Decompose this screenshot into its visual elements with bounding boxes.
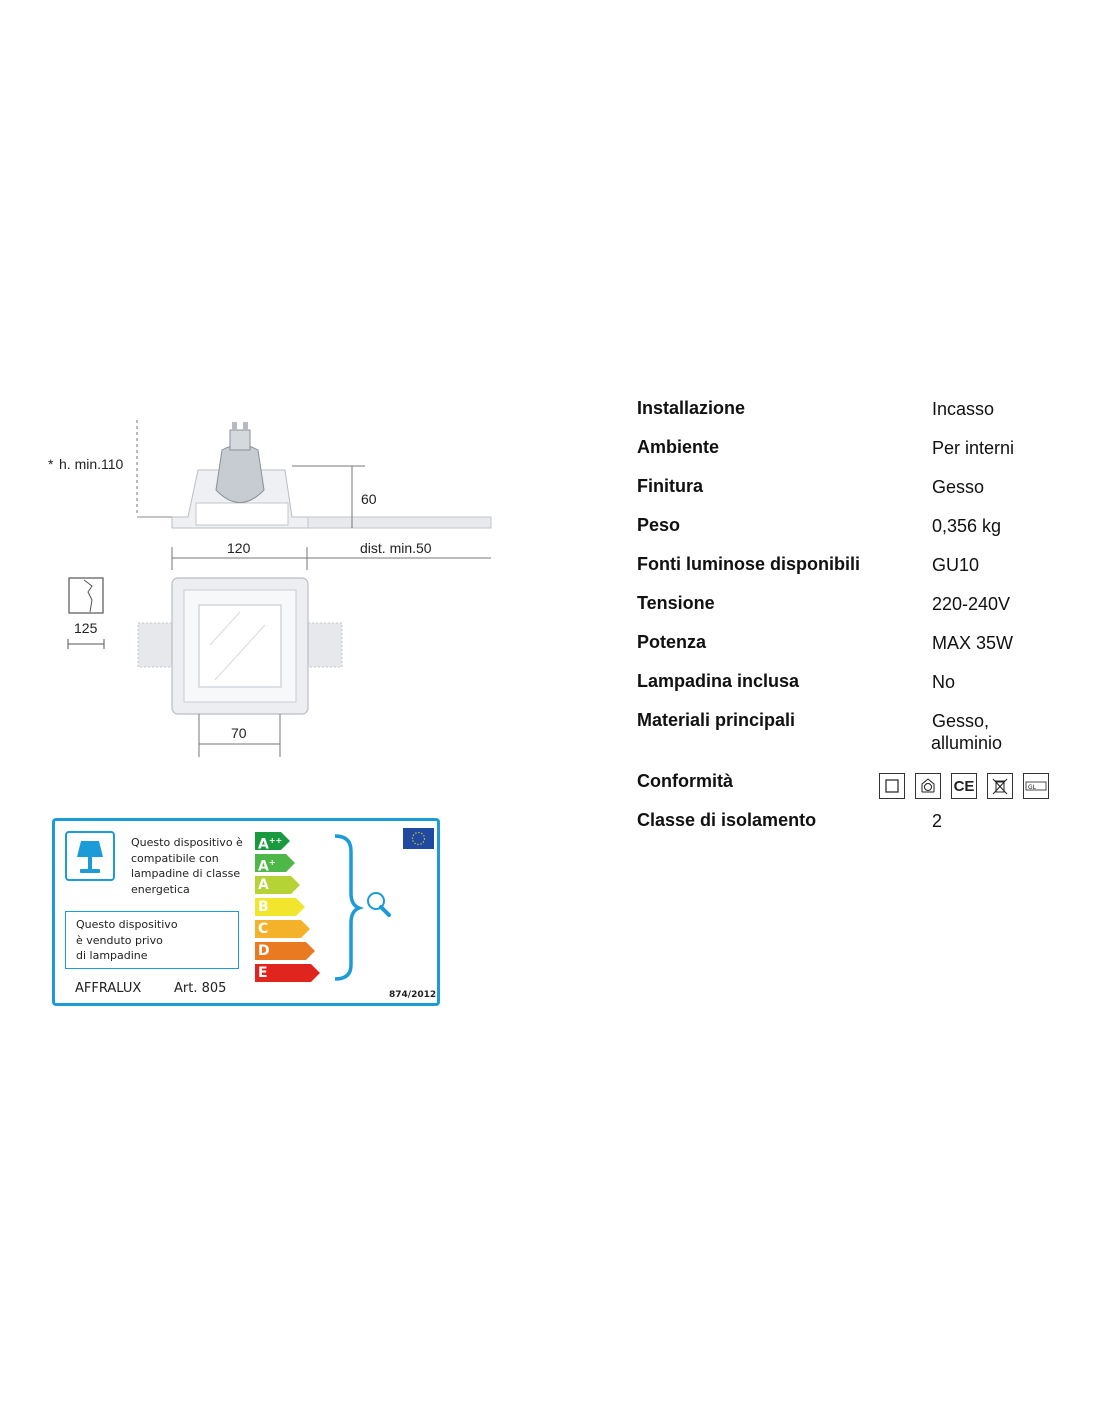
energy-class-label: C — [258, 921, 269, 937]
spec-value: 220-240V — [932, 594, 1011, 614]
compat-line: lampadine di classe — [131, 867, 241, 880]
spec-label: Fonti luminose disponibili — [637, 554, 860, 574]
spec-label: Potenza — [637, 632, 707, 652]
energy-class-arrow — [255, 920, 310, 938]
energy-class-arrow — [255, 898, 305, 916]
svg-text:GL: GL — [1028, 784, 1036, 791]
spec-value: Gesso, — [932, 711, 990, 731]
spec-label: Classe di isolamento — [637, 810, 817, 830]
energy-class-arrow — [255, 854, 295, 875]
no-heat-insulation-icon — [915, 773, 941, 799]
note-line: di lampadine — [76, 949, 148, 962]
spec-value: Gesso — [932, 477, 985, 497]
spec-label: Ambiente — [637, 437, 720, 457]
energy-class-arrow — [255, 964, 320, 982]
energy-class-label: B — [258, 899, 269, 915]
side-view — [48, 420, 491, 570]
dim-120-label: 120 — [227, 540, 251, 556]
spec-label: Materiali principali — [637, 710, 796, 730]
bracket-bulb-icon — [331, 833, 401, 983]
h-min-label: h. min.110 — [59, 456, 124, 472]
ce-mark-icon: CE — [951, 773, 977, 799]
energy-class-label: A+ — [258, 858, 276, 875]
note-line: Questo dispositivo — [76, 918, 178, 931]
spec-label: Conformità — [637, 771, 733, 791]
energy-class-label: A++ — [258, 836, 283, 853]
spec-value: Per interni — [932, 438, 1015, 458]
technical-drawing — [40, 410, 510, 770]
spec-label: Finitura — [637, 476, 703, 496]
energy-class-arrow — [255, 876, 300, 894]
energy-class-label: A — [258, 877, 269, 893]
energy-class-label: E — [258, 965, 268, 981]
glow-wire-icon — [1023, 773, 1049, 799]
eu-flag-icon — [403, 828, 434, 849]
energy-class-label: D — [258, 943, 270, 959]
energy-class-arrow — [255, 832, 290, 853]
spec-value-line2: alluminio — [931, 733, 1003, 753]
no-bulb-note — [65, 911, 239, 969]
dim-70-label: 70 — [231, 725, 247, 741]
article-number: Art. 805 — [174, 981, 227, 996]
spec-value: 2 — [932, 811, 943, 831]
regulation-number: 874/2012 — [389, 990, 437, 1000]
energy-label — [52, 818, 440, 1006]
spec-value: 0,356 kg — [932, 516, 1002, 536]
lamp-icon — [65, 831, 115, 881]
brand: AFFRALUX — [75, 981, 142, 996]
spec-value: MAX 35W — [932, 633, 1014, 653]
note-line: è venduto privo — [76, 933, 163, 947]
spec-label: Tensione — [637, 593, 715, 613]
compat-text — [131, 835, 243, 897]
weee-bin-icon — [987, 773, 1013, 799]
spec-label: Peso — [637, 515, 681, 535]
svg-text:*: * — [48, 456, 54, 472]
cutout-symbol — [68, 578, 104, 649]
compat-line: energetica — [131, 882, 190, 896]
compat-line: compatibile con — [131, 851, 219, 865]
dim-60-label: 60 — [361, 491, 377, 507]
compat-line: Questo dispositivo è — [131, 836, 243, 849]
class-ii-icon — [879, 773, 905, 799]
dim-125-label: 125 — [74, 620, 98, 636]
spec-label: Installazione — [637, 398, 746, 418]
spec-label: Lampadina inclusa — [637, 671, 800, 691]
spec-value: No — [932, 672, 956, 692]
dist-min-label: dist. min.50 — [360, 540, 432, 556]
energy-class-arrow — [255, 942, 315, 960]
top-view — [138, 578, 342, 757]
spec-value: Incasso — [932, 399, 995, 419]
spec-value: GU10 — [932, 555, 980, 575]
